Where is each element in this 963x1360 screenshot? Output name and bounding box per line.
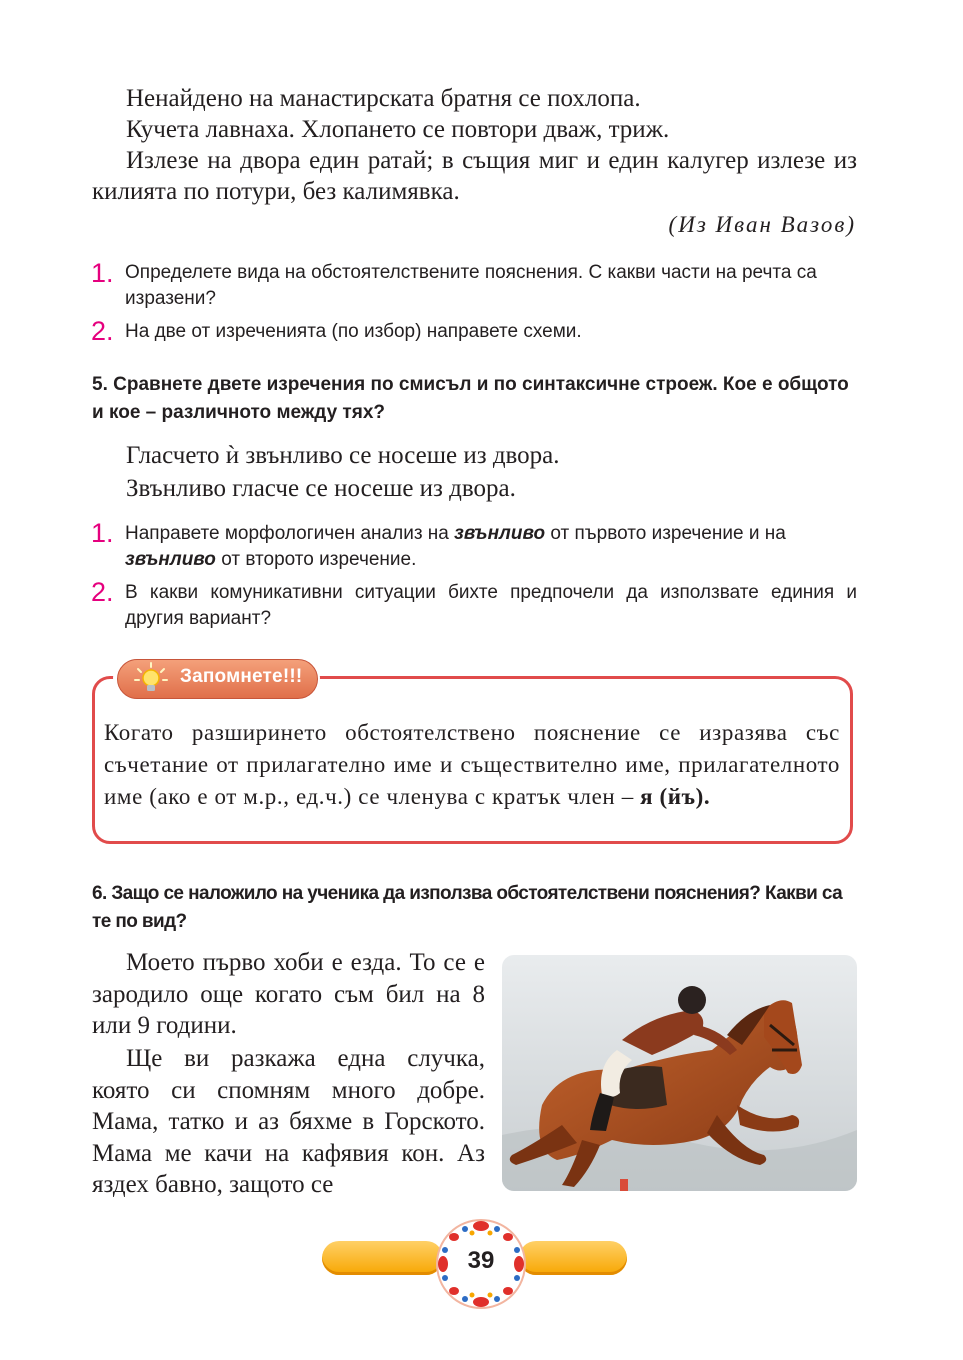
remember-text: Когато разширинето обстоятелствено пояснение се изразява със съчетание от прилагателно име и съществително име, прилагателното име (ако е от м.р., ед.ч.) се членува с кратък член – я (йъ).: [104, 720, 840, 809]
page-number: 39: [467, 1247, 495, 1274]
lightbulb-icon: [134, 662, 168, 696]
poem-line-2: Кучета лавнаха. Хлопането се повтори дваж, триж.: [126, 116, 670, 143]
page-bar-left: [322, 1241, 443, 1275]
question-text: Определете вида на обстоятелствените пояснения. С какви части на речта са изразени?: [125, 262, 817, 309]
horse-rider-photo: [502, 955, 857, 1191]
task-5-heading: 5. Сравнете двете изречения по смисъл и по синтаксичне строеж. Кое е общото и кое – различното между тях?: [92, 374, 849, 423]
poem-line-1: Ненайдено на манастирската братня се похлопа.: [126, 85, 641, 112]
remember-badge: [113, 656, 320, 700]
remember-label: Запомнете!!!: [180, 666, 303, 687]
story-paragraph-2: Ще ви разкажа една случка, която си спомням много добре. Мама, татко и аз бяхме в Горското. Мама ме качи на кафявия кон. Аз яздех бавно, защото се: [92, 1045, 485, 1198]
poem-line-3: Излезе на двора един ратай; в същия миг и един калугер излезе из килията по потури, без калимявка.: [92, 147, 857, 205]
poem-author: (Из Иван Вазов): [668, 212, 856, 237]
question-number: 1.: [91, 518, 114, 548]
question-number: 1.: [91, 258, 114, 288]
question-number: 2.: [91, 577, 114, 607]
story-paragraph-1: Моето първо хоби е езда. То се е зародило още когато съм бил на 8 или 9 години.: [92, 949, 485, 1039]
question-number: 2.: [91, 316, 114, 346]
page-bar-right: [519, 1241, 627, 1275]
question-text: Направете морфологичен анализ на звънливо от първото изречение и на звънливо от второто изречение.: [125, 523, 786, 570]
task-6-heading: 6. Защо се наложило на ученика да използва обстоятелствени пояснения? Какви са те по вид?: [92, 883, 843, 932]
question-text: В какви комуникативни ситуации бихте предпочели да използвате единия и другия вариант?: [125, 582, 857, 629]
example-sentence-2: Звънливо гласче се носеше из двора.: [126, 475, 516, 502]
example-sentence-1: Гласчето ѝ звънливо се носеше из двора.: [126, 442, 560, 469]
question-text: На две от изреченията (по избор) направете схеми.: [125, 321, 582, 342]
